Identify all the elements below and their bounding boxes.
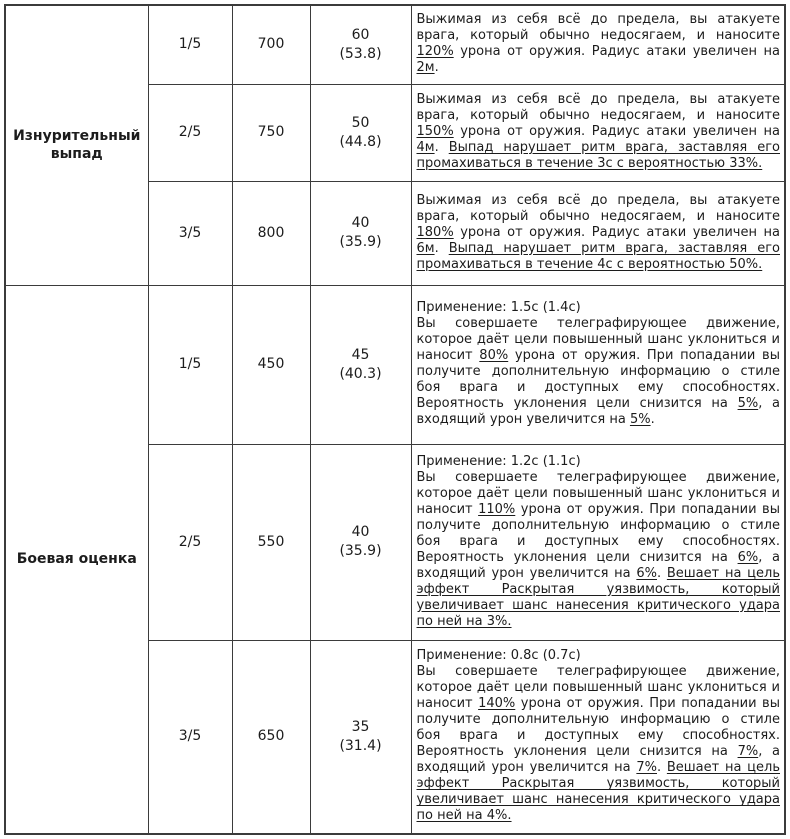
- stat2-value: 40: [351, 524, 370, 540]
- underlined-text: 150%: [416, 124, 454, 139]
- description-paragraph: Вы совершаете телеграфирующее движение, которое даёт цели повышенный шанс уклониться и наносит 110% урона от оружия. При попадании вы получите дополнительную информацию о стиле боя врага и доступных ему способностях. Вероятность уклонения цели снизится на 6%, а входящий урон увеличится на 6%. Вешает на цель эффект Раскрытая уязвимость, который увеличивает шанс нанесения критического удара по ней на 3%.: [416, 469, 780, 629]
- description-cell: [411, 285, 785, 444]
- stat1-cell: 800: [232, 181, 310, 285]
- ability-table-body: [5, 5, 785, 834]
- stat2-cell: [310, 285, 411, 444]
- description-cell: [411, 444, 785, 640]
- description-cell: [411, 640, 785, 834]
- stat2-value: 35: [351, 718, 370, 735]
- description-paragraph: Вы совершаете телеграфирующее движение, которое даёт цели повышенный шанс уклониться и наносит 80% урона от оружия. При попадании вы получите дополнительную информацию о стиле боя врага и доступных ему способностях. Вероятность уклонения цели снизится на 5%, а входящий урон увеличится на 5%.: [416, 316, 780, 427]
- rank-cell: 2/5: [148, 444, 232, 640]
- ability-name-cell: Изнурительный выпад: [5, 5, 148, 285]
- stat2-sub-value: (44.8): [339, 133, 382, 150]
- underlined-text: 120%: [416, 44, 454, 60]
- description-paragraph: Выжимая из себя всё до предела, вы атакуете врага, который обычно недосягаем, и наносите 150% урона от оружия. Радиус атаки увеличен на 4м. Выпад нарушает ритм врага, заставляя его промахиваться в течение 3с с вероятностью 33%.: [416, 92, 780, 171]
- description-paragraph: Выжимая из себя всё до предела, вы атакуете врага, который обычно недосягаем, и наносите 120% урона от оружия. Радиус атаки увеличен на 2м.: [416, 12, 780, 76]
- underlined-text: 5%: [737, 396, 759, 411]
- stat2-value: 45: [351, 346, 370, 363]
- underlined-text: Выпад нарушает ритм врага, заставляя его промахиваться в течение 3с с вероятностью 33%.: [416, 140, 780, 171]
- underlined-text: 5%: [629, 412, 651, 427]
- stat2-sub-value: (31.4): [339, 737, 382, 754]
- stat2-sub-value: (35.9): [339, 543, 382, 559]
- underlined-text: 6%: [737, 549, 759, 565]
- stat2-cell: [310, 640, 411, 834]
- description-paragraph: Применение: 1.5с (1.4с): [416, 300, 581, 315]
- stat2-sub-value: (40.3): [339, 365, 382, 382]
- stat1-cell: 450: [232, 285, 310, 444]
- description-cell: [411, 84, 785, 181]
- underlined-text: 6м: [416, 240, 435, 256]
- description-paragraph: Применение: 1.2с (1.1с): [416, 453, 581, 469]
- stat1-cell: 650: [232, 640, 310, 834]
- table-row: [5, 5, 785, 84]
- stat2-cell: [310, 444, 411, 640]
- underlined-text: 6%: [636, 565, 657, 581]
- stat2-cell: [310, 5, 411, 84]
- underlined-text: Выпад нарушает ритм врага, заставляя его промахиваться в течение 4с с вероятностью 50%.: [416, 240, 780, 272]
- description-paragraph: Вы совершаете телеграфирующее движение, которое даёт цели повышенный шанс уклониться и наносит 140% урона от оружия. При попадании вы получите дополнительную информацию о стиле боя врага и доступных ему способностях. Вероятность уклонения цели снизится на 7%, а входящий урон увеличится на 7%. Вешает на цель эффект Раскрытая уязвимость, который увеличивает шанс нанесения критического удара по ней на 4%.: [416, 664, 780, 824]
- stat2-cell: [310, 181, 411, 285]
- stat2-sub-value: (53.8): [339, 45, 382, 62]
- stat2-value: 40: [351, 215, 370, 231]
- rank-cell: 3/5: [148, 181, 232, 285]
- underlined-text: Вешает на цель эффект Раскрытая уязвимость, который увеличивает шанс нанесения критического удара по ней на 3%.: [416, 565, 780, 629]
- underlined-text: 180%: [416, 224, 454, 240]
- underlined-text: 4м: [416, 140, 435, 155]
- ability-table: [4, 4, 786, 835]
- stat2-value: 50: [351, 114, 370, 131]
- underlined-text: 7%: [737, 744, 759, 760]
- description-paragraph: Применение: 0.8с (0.7с): [416, 648, 581, 664]
- ability-name-cell: Боевая оценка: [5, 285, 148, 834]
- stat1-cell: 550: [232, 444, 310, 640]
- stat2-cell: [310, 84, 411, 181]
- underlined-text: 80%: [479, 348, 509, 363]
- rank-cell: 2/5: [148, 84, 232, 181]
- description-cell: [411, 181, 785, 285]
- stat1-cell: 700: [232, 5, 310, 84]
- rank-cell: 1/5: [148, 285, 232, 444]
- stat2-sub-value: (35.9): [339, 234, 382, 250]
- stat1-cell: 750: [232, 84, 310, 181]
- underlined-text: 110%: [478, 501, 516, 517]
- rank-cell: 3/5: [148, 640, 232, 834]
- table-row: [5, 285, 785, 444]
- underlined-text: 2м: [416, 60, 435, 76]
- underlined-text: 7%: [636, 760, 657, 776]
- underlined-text: 140%: [478, 696, 516, 712]
- description-cell: [411, 5, 785, 84]
- rank-cell: 1/5: [148, 5, 232, 84]
- description-paragraph: Выжимая из себя всё до предела, вы атакуете врага, который обычно недосягаем, и наносите 180% урона от оружия. Радиус атаки увеличен на 6м. Выпад нарушает ритм врага, заставляя его промахиваться в течение 4с с вероятностью 50%.: [416, 192, 780, 272]
- stat2-value: 60: [351, 26, 370, 43]
- underlined-text: Вешает на цель эффект Раскрытая уязвимость, который увеличивает шанс нанесения критического удара по ней на 4%.: [416, 760, 780, 824]
